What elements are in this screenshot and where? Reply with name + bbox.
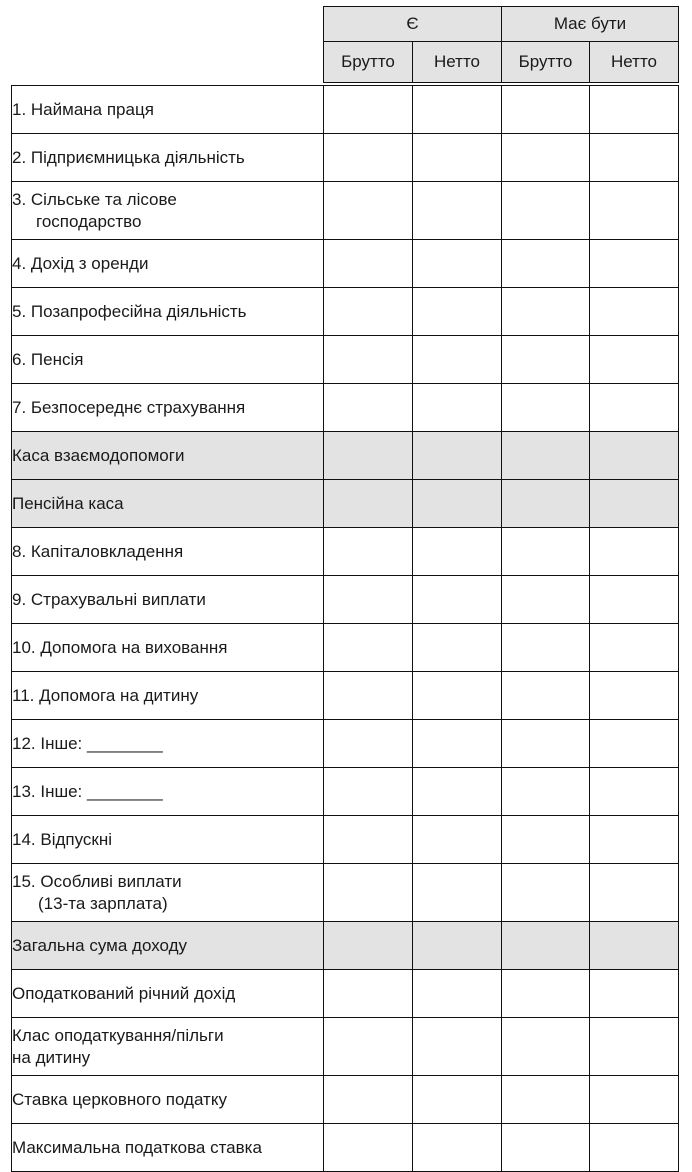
- current-net-cell[interactable]: [413, 624, 502, 672]
- target-gross-cell[interactable]: [502, 336, 590, 384]
- row-label: [12, 240, 324, 288]
- row-label-text: 5. Позапрофесійна діяльність: [12, 301, 247, 321]
- row-label-text: Каса взаємодопомоги: [12, 445, 185, 465]
- row-label-text: Ставка церковного податку: [12, 1089, 227, 1109]
- subheader-blank: [12, 42, 324, 83]
- target-net-cell[interactable]: [590, 528, 679, 576]
- row-label: [12, 182, 324, 240]
- table-row: [12, 672, 679, 720]
- subheader-current-net: Нетто: [413, 42, 502, 83]
- target-gross-cell[interactable]: [502, 624, 590, 672]
- table-row: [12, 288, 679, 336]
- current-net-cell[interactable]: [413, 134, 502, 182]
- target-net-cell[interactable]: [590, 816, 679, 864]
- target-gross-cell[interactable]: [502, 528, 590, 576]
- current-net-cell[interactable]: [413, 970, 502, 1018]
- row-label: [12, 922, 324, 970]
- target-net-cell[interactable]: [590, 624, 679, 672]
- table-row: [12, 240, 679, 288]
- row-label-text-continued: на дитину: [12, 1047, 91, 1067]
- target-net-cell[interactable]: [590, 240, 679, 288]
- row-label: [12, 768, 324, 816]
- target-gross-cell[interactable]: [502, 1018, 590, 1076]
- target-gross-cell[interactable]: [502, 1076, 590, 1124]
- row-label: [12, 432, 324, 480]
- row-label-text: Клас оподаткування/пільги: [12, 1025, 224, 1045]
- row-label: [12, 480, 324, 528]
- current-net-cell[interactable]: [413, 864, 502, 922]
- current-net-cell[interactable]: [413, 384, 502, 432]
- target-gross-cell[interactable]: [502, 480, 590, 528]
- target-net-cell[interactable]: [590, 576, 679, 624]
- group-header-current: Є: [324, 7, 502, 42]
- current-gross-cell[interactable]: [324, 288, 413, 336]
- subheader-target-net: Нетто: [590, 42, 679, 83]
- current-net-cell[interactable]: [413, 1124, 502, 1172]
- row-label-text-continued: господарство: [36, 211, 142, 231]
- row-label-text: 12. Інше: ________: [12, 733, 163, 753]
- row-label-text: 14. Відпускні: [12, 829, 113, 849]
- row-label-text: 15. Особливі виплати: [12, 871, 182, 891]
- target-net-cell[interactable]: [590, 432, 679, 480]
- current-gross-cell[interactable]: [324, 1018, 413, 1076]
- table-row: [12, 384, 679, 432]
- current-net-cell[interactable]: [413, 672, 502, 720]
- current-net-cell[interactable]: [413, 1018, 502, 1076]
- current-net-cell[interactable]: [413, 86, 502, 134]
- current-net-cell[interactable]: [413, 480, 502, 528]
- target-net-cell[interactable]: [590, 768, 679, 816]
- target-gross-cell[interactable]: [502, 672, 590, 720]
- income-table: [11, 6, 679, 1172]
- row-label-text: 8. Капіталовкладення: [12, 541, 184, 561]
- target-gross-cell[interactable]: [502, 240, 590, 288]
- row-label: [12, 288, 324, 336]
- current-net-cell[interactable]: [413, 816, 502, 864]
- target-net-cell[interactable]: [590, 1076, 679, 1124]
- row-label: [12, 624, 324, 672]
- current-net-cell[interactable]: [413, 240, 502, 288]
- row-label: [12, 1076, 324, 1124]
- target-gross-cell[interactable]: [502, 864, 590, 922]
- target-gross-cell[interactable]: [502, 1124, 590, 1172]
- current-gross-cell[interactable]: [324, 1076, 413, 1124]
- current-gross-cell[interactable]: [324, 864, 413, 922]
- current-gross-cell[interactable]: [324, 672, 413, 720]
- current-gross-cell[interactable]: [324, 768, 413, 816]
- target-net-cell[interactable]: [590, 134, 679, 182]
- current-gross-cell[interactable]: [324, 240, 413, 288]
- header-blank: [12, 7, 324, 42]
- target-gross-cell[interactable]: [502, 384, 590, 432]
- current-net-cell[interactable]: [413, 576, 502, 624]
- target-gross-cell[interactable]: [502, 432, 590, 480]
- current-net-cell[interactable]: [413, 768, 502, 816]
- target-gross-cell[interactable]: [502, 288, 590, 336]
- group-header-target: Має бути: [502, 7, 679, 42]
- row-label-text: 4. Дохід з оренди: [12, 253, 149, 273]
- target-gross-cell[interactable]: [502, 86, 590, 134]
- row-label-text: Пенсійна каса: [12, 493, 124, 513]
- current-net-cell[interactable]: [413, 288, 502, 336]
- target-net-cell[interactable]: [590, 1124, 679, 1172]
- current-gross-cell[interactable]: [324, 720, 413, 768]
- current-net-cell[interactable]: [413, 336, 502, 384]
- target-gross-cell[interactable]: [502, 134, 590, 182]
- row-label: [12, 384, 324, 432]
- current-gross-cell[interactable]: [324, 480, 413, 528]
- table-row: [12, 1124, 679, 1172]
- row-label: [12, 528, 324, 576]
- row-label-text: Максимальна податкова ставка: [12, 1137, 262, 1157]
- row-label-text: 7. Безпосереднє страхування: [12, 397, 246, 417]
- target-gross-cell[interactable]: [502, 816, 590, 864]
- current-net-cell[interactable]: [413, 182, 502, 240]
- current-gross-cell[interactable]: [324, 528, 413, 576]
- target-gross-cell[interactable]: [502, 922, 590, 970]
- row-label: [12, 720, 324, 768]
- row-label-text: 3. Сільське та лісове: [12, 189, 177, 209]
- table-row: [12, 1018, 679, 1076]
- table-row: [12, 528, 679, 576]
- current-net-cell[interactable]: [413, 720, 502, 768]
- row-label: [12, 970, 324, 1018]
- table-row: [12, 624, 679, 672]
- group-header-row: [12, 7, 679, 42]
- current-net-cell[interactable]: [413, 1076, 502, 1124]
- target-net-cell[interactable]: [590, 970, 679, 1018]
- subheader-row: [12, 42, 679, 83]
- table-row: [12, 1076, 679, 1124]
- table-row: [12, 86, 679, 134]
- row-label: [12, 86, 324, 134]
- current-net-cell[interactable]: [413, 432, 502, 480]
- row-label-text: 11. Допомога на дитину: [12, 685, 199, 705]
- current-gross-cell[interactable]: [324, 134, 413, 182]
- target-net-cell[interactable]: [590, 182, 679, 240]
- target-net-cell[interactable]: [590, 922, 679, 970]
- row-label-text: Загальна сума доходу: [12, 935, 188, 955]
- row-label: [12, 336, 324, 384]
- table-row: [12, 182, 679, 240]
- target-gross-cell[interactable]: [502, 576, 590, 624]
- current-gross-cell[interactable]: [324, 970, 413, 1018]
- table-row: [12, 970, 679, 1018]
- target-net-cell[interactable]: [590, 480, 679, 528]
- table-row: [12, 922, 679, 970]
- current-gross-cell[interactable]: [324, 576, 413, 624]
- current-gross-cell[interactable]: [324, 86, 413, 134]
- table-row: [12, 432, 679, 480]
- target-net-cell[interactable]: [590, 288, 679, 336]
- current-gross-cell[interactable]: [324, 384, 413, 432]
- table-row: [12, 720, 679, 768]
- row-label: [12, 672, 324, 720]
- table-row: [12, 816, 679, 864]
- target-net-cell[interactable]: [590, 672, 679, 720]
- row-label: [12, 1124, 324, 1172]
- current-net-cell[interactable]: [413, 922, 502, 970]
- target-net-cell[interactable]: [590, 720, 679, 768]
- row-label-text: 6. Пенсія: [12, 349, 84, 369]
- target-net-cell[interactable]: [590, 1018, 679, 1076]
- row-label-text: 2. Підприємницька діяльність: [12, 147, 245, 167]
- target-net-cell[interactable]: [590, 86, 679, 134]
- target-gross-cell[interactable]: [502, 768, 590, 816]
- current-gross-cell[interactable]: [324, 432, 413, 480]
- row-label-text: 10. Допомога на виховання: [12, 637, 228, 657]
- table-row: [12, 134, 679, 182]
- row-label: [12, 134, 324, 182]
- target-net-cell[interactable]: [590, 336, 679, 384]
- subheader-current-gross: Брутто: [324, 42, 413, 83]
- table-row: [12, 576, 679, 624]
- row-label-text: 1. Наймана праця: [12, 99, 154, 119]
- current-gross-cell[interactable]: [324, 336, 413, 384]
- row-label-text-continued: (13-та зарплата): [38, 893, 168, 913]
- row-label: [12, 816, 324, 864]
- current-net-cell[interactable]: [413, 528, 502, 576]
- current-gross-cell[interactable]: [324, 816, 413, 864]
- target-gross-cell[interactable]: [502, 970, 590, 1018]
- row-label: [12, 864, 324, 922]
- target-net-cell[interactable]: [590, 864, 679, 922]
- subheader-target-gross: Брутто: [502, 42, 590, 83]
- target-net-cell[interactable]: [590, 384, 679, 432]
- table-row: [12, 768, 679, 816]
- row-label-text: 13. Інше: ________: [12, 781, 163, 801]
- current-gross-cell[interactable]: [324, 1124, 413, 1172]
- current-gross-cell[interactable]: [324, 624, 413, 672]
- current-gross-cell[interactable]: [324, 182, 413, 240]
- row-label: [12, 576, 324, 624]
- target-gross-cell[interactable]: [502, 182, 590, 240]
- row-label-text: 9. Страхувальні виплати: [12, 589, 206, 609]
- income-rows: [12, 86, 679, 1172]
- table-row: [12, 480, 679, 528]
- target-gross-cell[interactable]: [502, 720, 590, 768]
- current-gross-cell[interactable]: [324, 922, 413, 970]
- row-label-text: Оподаткований річний дохід: [12, 983, 236, 1003]
- row-label: [12, 1018, 324, 1076]
- table-row: [12, 864, 679, 922]
- table-row: [12, 336, 679, 384]
